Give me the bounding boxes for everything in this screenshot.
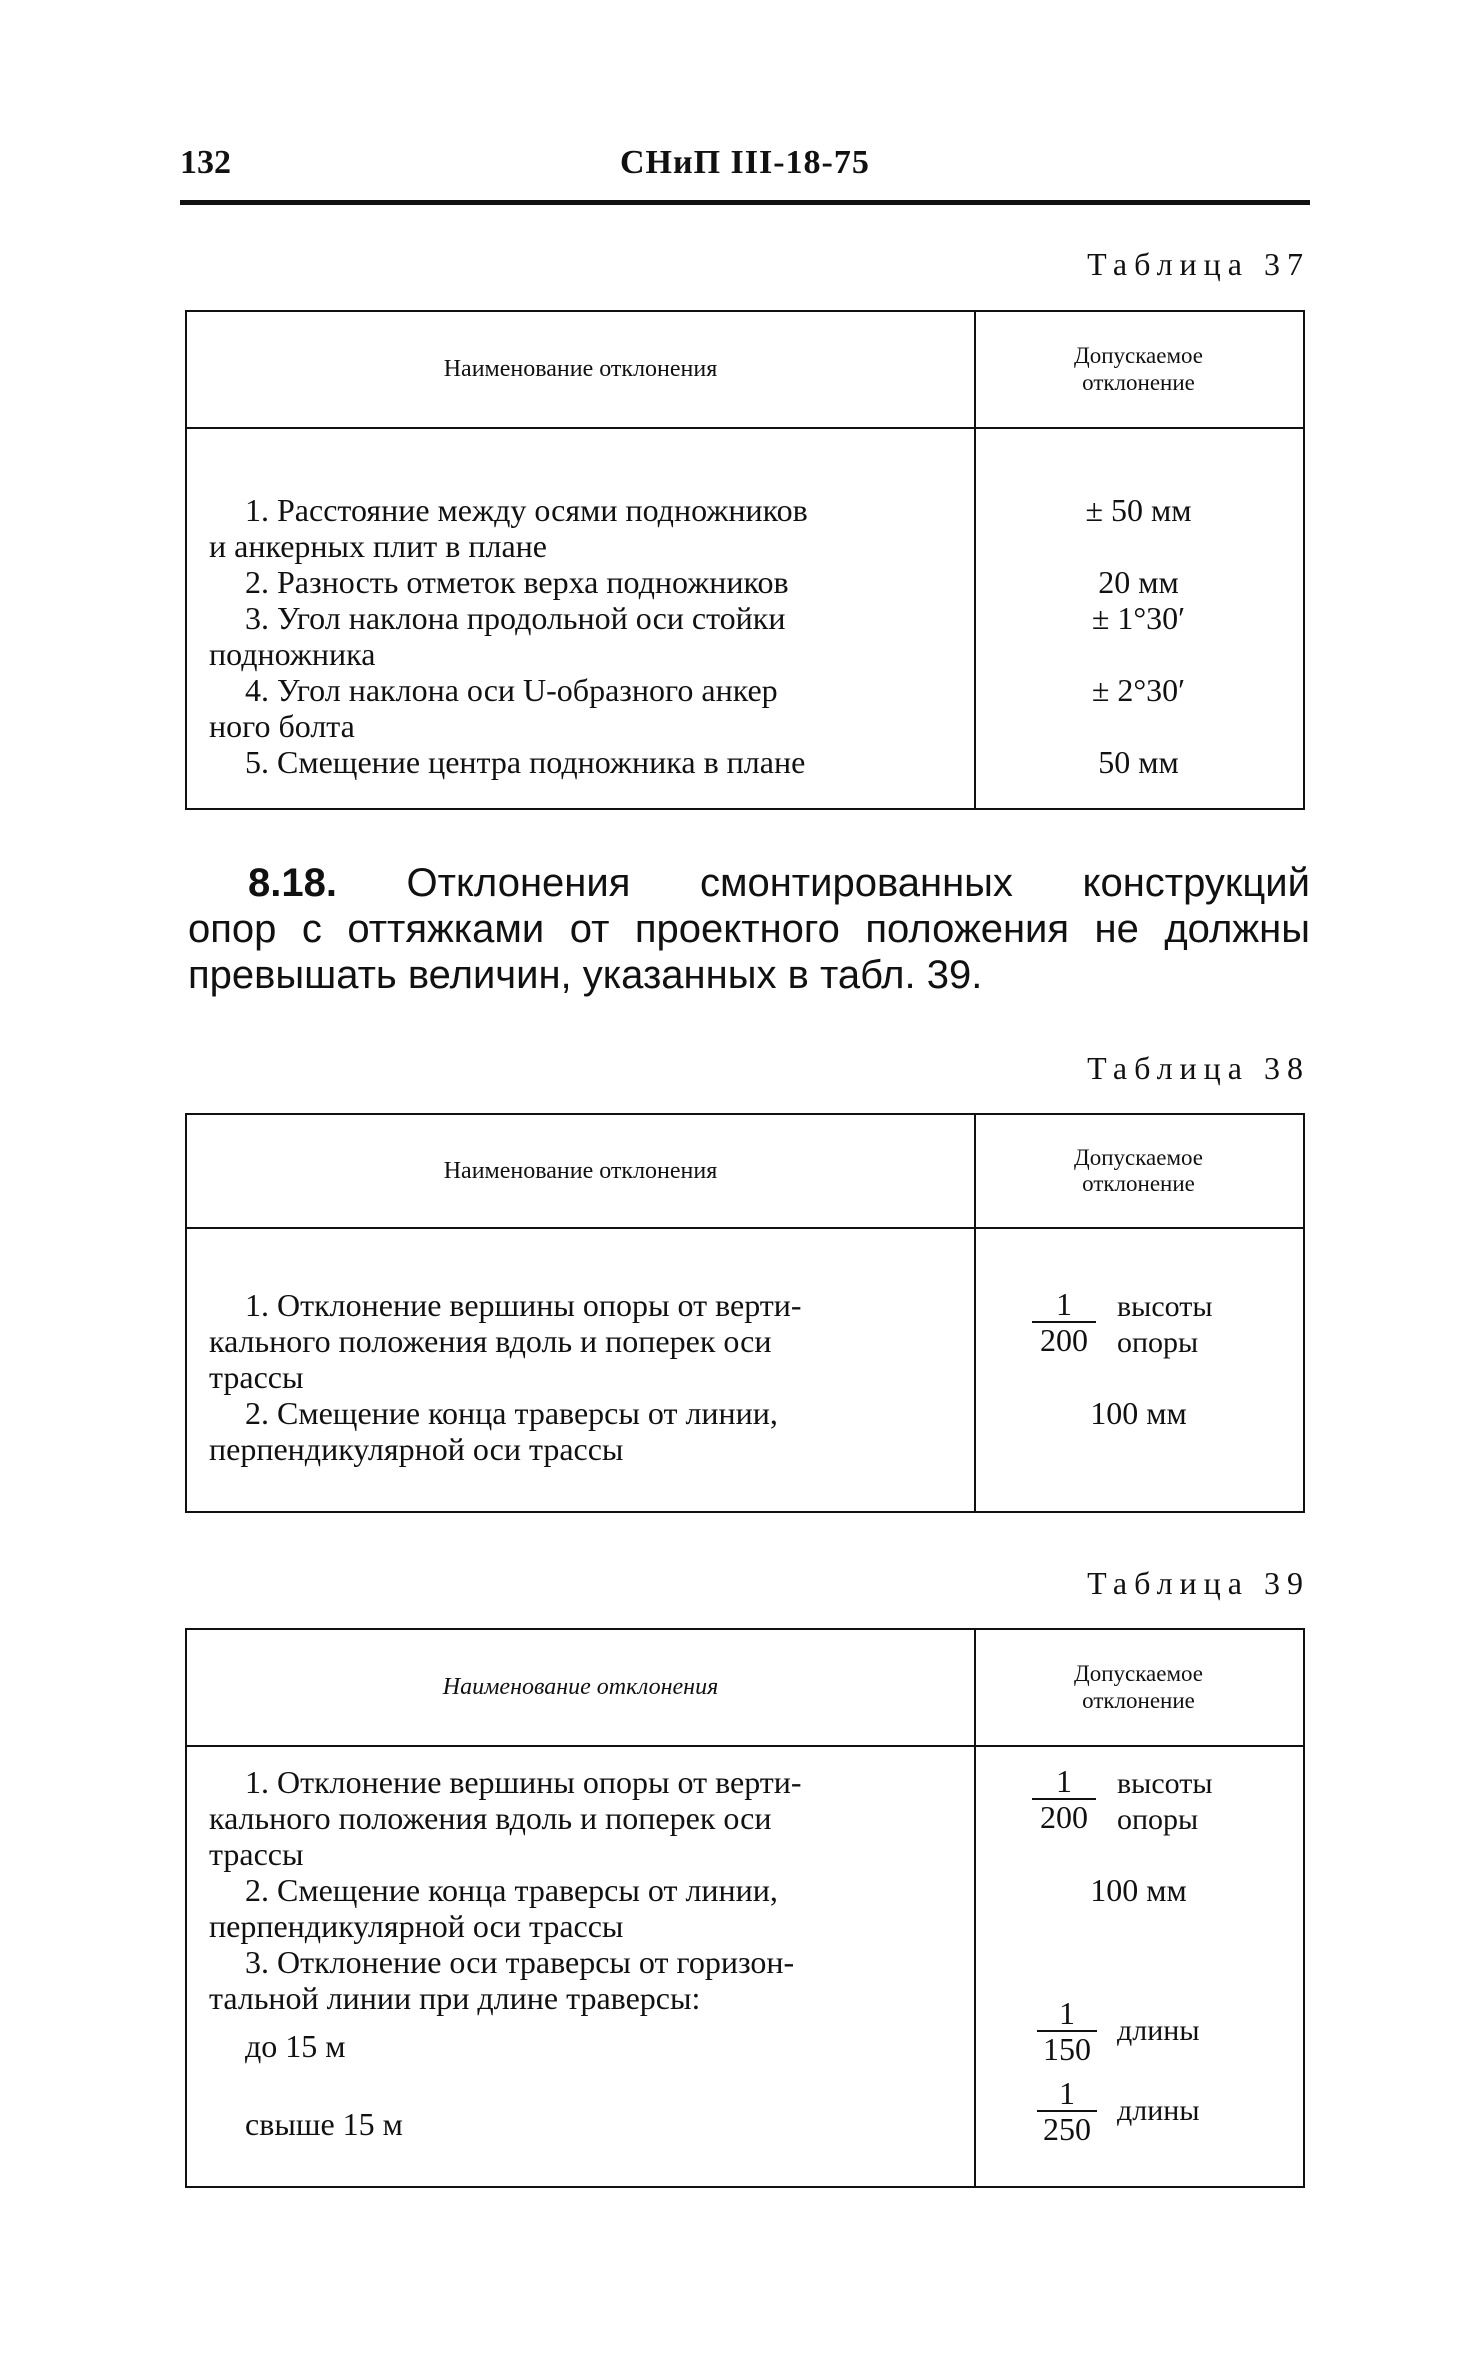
page-header (180, 144, 1310, 204)
table-38-header-name: Наименование отклонения (443, 1157, 718, 1184)
header-rule (180, 200, 1310, 205)
paragraph-8-18: 8.18. Отклонения смонтированных конструкций опор с оттяжками от проектного положения не должны превышать величин, указанных в табл. 39. (188, 861, 1310, 997)
table-37-row-2-value: 20 мм (1098, 564, 1179, 600)
table-37-row-3: 3. Угол наклона продольной оси стойки подножника (209, 600, 786, 672)
table-37-row-4: 4. Угол наклона оси U-образного анкер ного болта (209, 672, 778, 744)
page-number: 132 (180, 144, 231, 181)
table-37-row-1: 1. Расстояние между осями подножников и анкерных плит в плане (209, 492, 808, 564)
table-38 (185, 1113, 1305, 1513)
table-38-row-1-words: высоты опоры (1117, 1290, 1213, 1359)
table-37-header-value: Допускаемое отклонение (1074, 343, 1203, 395)
table-39-row-2-value: 100 мм (1090, 1872, 1187, 1908)
table-39-row-3a-word: длины (1117, 2014, 1200, 2047)
table-37-header (187, 312, 1303, 429)
column-divider (974, 312, 976, 808)
table-39-row-1-words: высоты опоры (1117, 1767, 1213, 1836)
table-37-row-3-value: ± 1°30′ (1091, 600, 1186, 636)
table-38-row-1-fraction: $\frac{1}{200}$ (1032, 1287, 1096, 1357)
paragraph-number: 8.18. (248, 861, 337, 905)
table-39-row-3b-label: свыше 15 м (245, 2106, 403, 2142)
table-37-header-name: Наименование отклонения (443, 356, 718, 382)
document-code: СНиП III-18-75 (620, 144, 870, 181)
table-39-header (187, 1630, 1303, 1747)
table-38-row-1: 1. Отклонение вершины опоры от верти- кального положения вдоль и поперек оси трассы (209, 1287, 802, 1395)
table-37-row-1-value: ± 50 мм (1085, 492, 1192, 528)
table-39-row-3a-label: до 15 м (245, 2028, 346, 2064)
table-38-header (187, 1115, 1303, 1229)
table-37-caption: Таблица 37 (1087, 246, 1310, 282)
table-37-row-5: 5. Смещение центра подножника в плане (245, 744, 806, 780)
table-38-header-value: Допускаемое отклонение (1074, 1144, 1203, 1196)
table-37-row-5-value: 50 мм (1098, 744, 1179, 780)
table-37 (185, 310, 1305, 810)
table-39-header-value: Допускаемое отклонение (1074, 1661, 1203, 1713)
table-39-row-3: 3. Отклонение оси траверсы от горизон- тальной линии при длине траверсы: (209, 1944, 795, 2016)
table-38-row-2: 2. Смещение конца траверсы от линии, перпендикулярной оси трассы (209, 1395, 778, 1467)
table-39-caption: Таблица 39 (1087, 1565, 1310, 1601)
column-divider (974, 1115, 976, 1511)
table-39-header-name: Наименование отклонения (442, 1674, 719, 1700)
table-39-row-3b-fraction: $\frac{1}{250}$ (1037, 2076, 1097, 2146)
table-37-row-2: 2. Разность отметок верха подножников (245, 564, 789, 600)
table-39-row-2: 2. Смещение конца траверсы от линии, перпендикулярной оси трассы (209, 1872, 778, 1944)
table-38-row-2-value: 100 мм (1090, 1395, 1187, 1431)
table-39-row-1-fraction: $\frac{1}{200}$ (1032, 1764, 1096, 1834)
table-39-row-3b-word: длины (1117, 2094, 1200, 2127)
table-38-caption: Таблица 38 (1087, 1050, 1310, 1086)
table-39-row-1: 1. Отклонение вершины опоры от верти- кального положения вдоль и поперек оси трассы (209, 1764, 802, 1872)
table-39-row-3a-fraction: $\frac{1}{150}$ (1037, 1996, 1097, 2066)
table-39 (185, 1628, 1305, 2188)
table-37-row-4-value: ± 2°30′ (1091, 672, 1186, 708)
